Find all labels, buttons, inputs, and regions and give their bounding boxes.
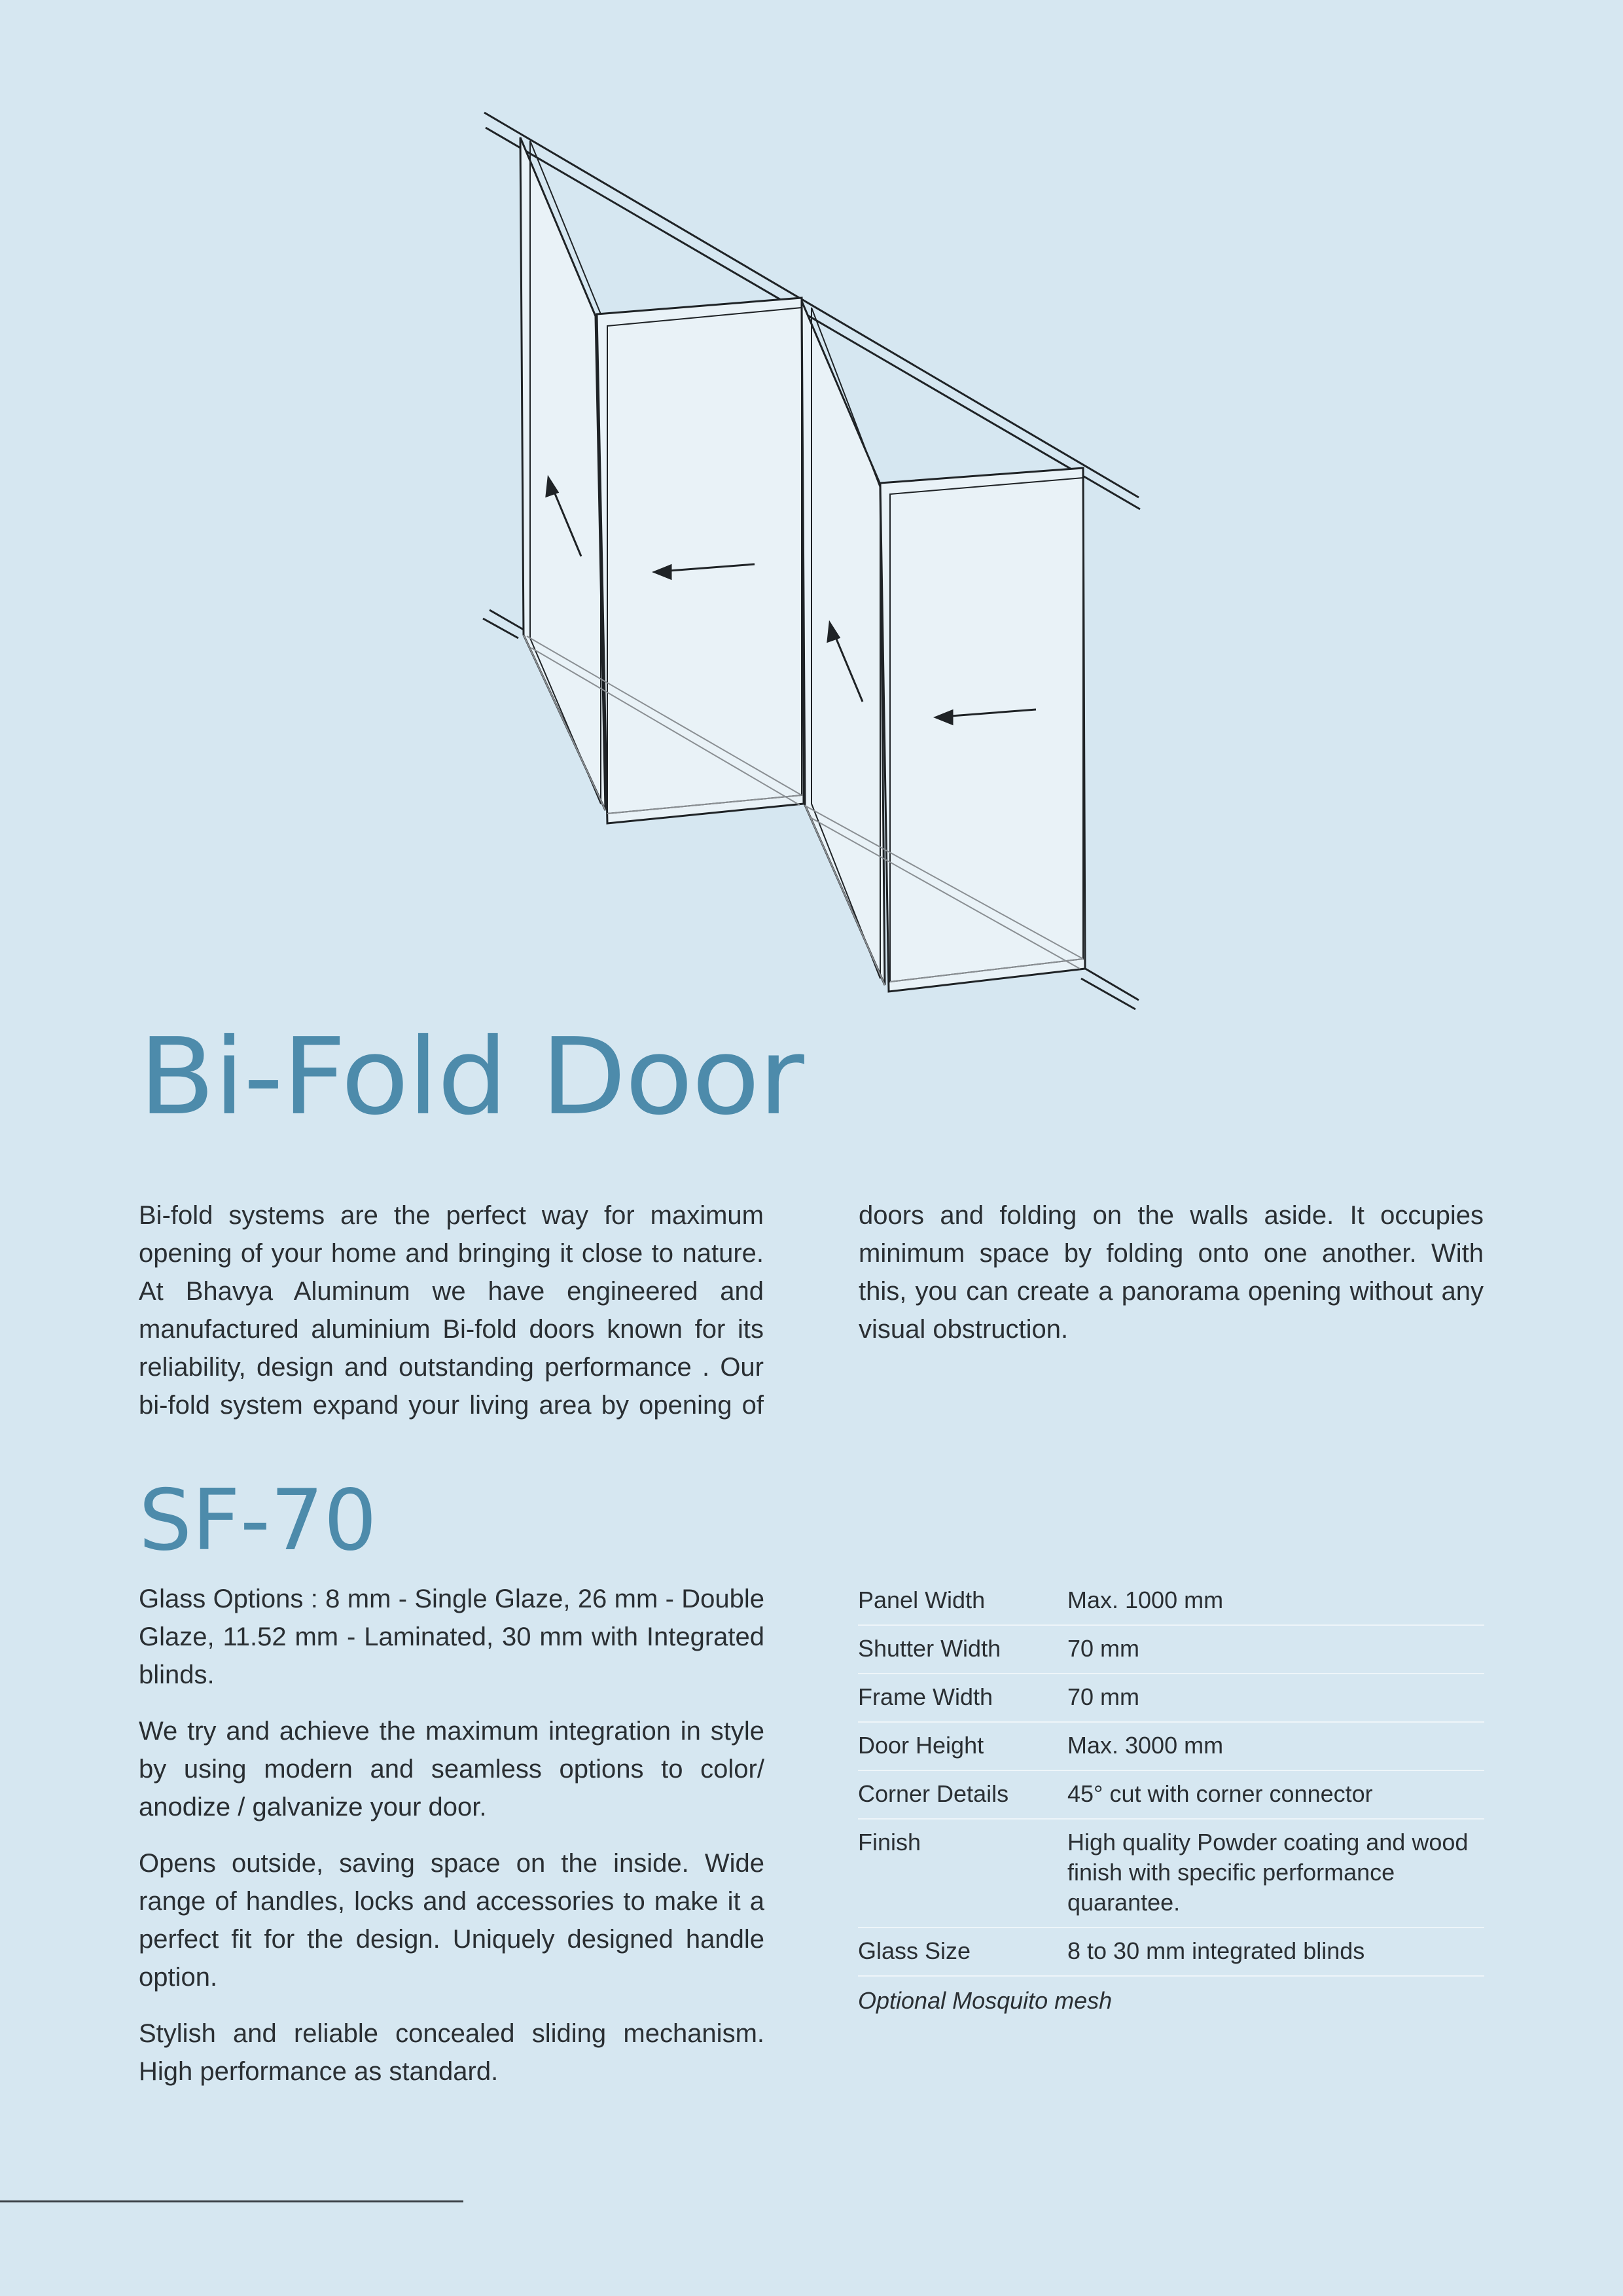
spec-value: Max. 1000 mm	[1067, 1587, 1224, 1613]
spec-value: Max. 3000 mm	[1067, 1732, 1224, 1759]
spec-label: Shutter Width	[858, 1635, 1001, 1662]
spec-row	[858, 1626, 1484, 1674]
spec-value: 45° cut with corner connector	[1067, 1780, 1373, 1807]
spec-label: Door Height	[858, 1732, 984, 1759]
door-panel-3	[802, 301, 885, 985]
spec-label: Glass Size	[858, 1937, 971, 1964]
spec-value: High quality Powder coating and wood finish with specific performance quarantee.	[1067, 1829, 1469, 1916]
door-panel-4	[880, 468, 1085, 992]
spec-label: Finish	[858, 1829, 921, 1856]
page-title: Bi-Fold Door	[139, 1015, 803, 1139]
spec-label: Frame Width	[858, 1683, 993, 1710]
spec-row	[858, 1771, 1484, 1820]
features-list	[139, 1580, 764, 2109]
bifold-door-illustration	[0, 0, 1623, 1047]
spec-row	[858, 1820, 1484, 1928]
model-title: SF-70	[139, 1472, 377, 1570]
spec-table	[858, 1577, 1484, 2016]
footer-divider	[0, 2200, 463, 2202]
feature-paragraph: Stylish and reliable concealed sliding mechanism. High performance as standard.	[139, 2019, 764, 2086]
spec-value: 8 to 30 mm integrated blinds	[1067, 1937, 1365, 1964]
feature-paragraph: We try and achieve the maximum integration in style by using modern and seamless options to color/ anodize / galvanize your door.	[139, 1717, 764, 1821]
door-panel-1	[520, 137, 605, 810]
door-panel-2	[597, 298, 804, 823]
spec-value: 70 mm	[1067, 1635, 1140, 1662]
spec-row	[858, 1928, 1484, 1977]
spec-label: Panel Width	[858, 1587, 986, 1613]
spec-value: 70 mm	[1067, 1683, 1140, 1710]
spec-row	[858, 1577, 1484, 1626]
spec-row	[858, 1674, 1484, 1723]
spec-label: Corner Details	[858, 1780, 1009, 1807]
spec-note: Optional Mosquito mesh	[858, 1987, 1113, 2014]
feature-paragraph: Opens outside, saving space on the inside. Wide range of handles, locks and accessories to make it a perfect fit for the design. Uniquely designed handle option.	[139, 1849, 764, 1992]
intro-paragraph: Bi-fold systems are the perfect way for maximum opening of your home and bringing it close to nature. At Bhavya Aluminum we have engineered and manufactured aluminium Bi-fold doors known for its reliability, design and outstanding performance . Our bi-fold system expand your living area by opening of doors and folding on the walls aside. It occupies minimum space by folding onto one another. With this, you can create a panorama opening without any visual obstruction.	[139, 1201, 1484, 1420]
spec-row	[858, 1723, 1484, 1771]
feature-paragraph: Glass Options : 8 mm - Single Glaze, 26 mm - Double Glaze, 11.52 mm - Laminated, 30 mm with Integrated blinds.	[139, 1585, 764, 1689]
